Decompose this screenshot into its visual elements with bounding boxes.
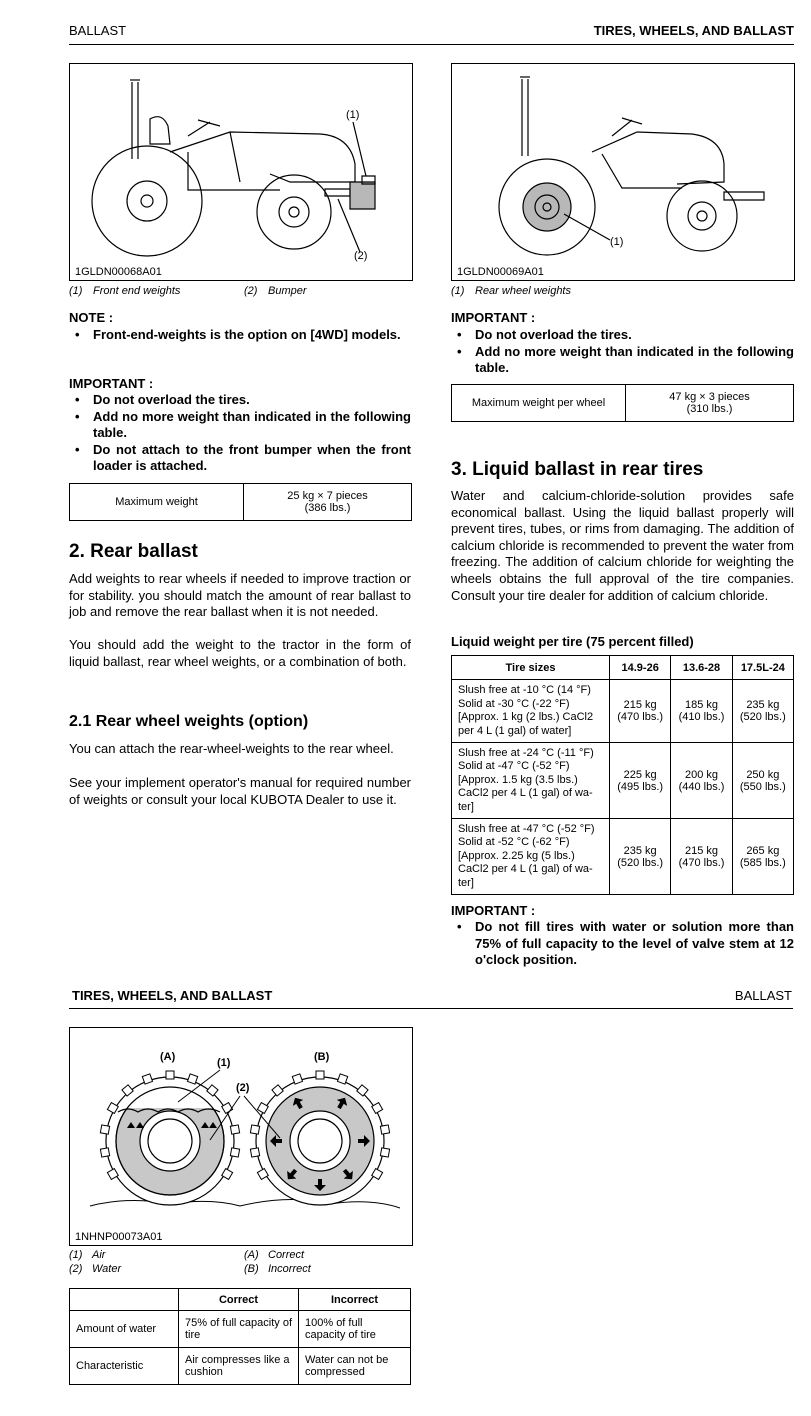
- col-header: Incorrect: [299, 1289, 411, 1311]
- note-item: • Front-end-weights is the option on [4WD] models.: [69, 327, 411, 344]
- max-per-wheel-value: [626, 385, 794, 422]
- table-row: [70, 1348, 411, 1385]
- value-cell: [732, 680, 793, 743]
- important-label: IMPORTANT :: [451, 310, 536, 325]
- table-row: [452, 743, 794, 819]
- table-row: [452, 680, 794, 743]
- max-weight-label: Maximum weight: [70, 484, 244, 521]
- cond-line: CaCl2 per 4 L (1 gal) of wa-: [458, 787, 593, 800]
- value-kg: 250 kg: [746, 768, 780, 781]
- liquid-weight-table: [451, 655, 794, 895]
- cond-line: Solid at -52 °C (-62 °F): [458, 836, 570, 849]
- tire-fill-illustration: [70, 1028, 412, 1245]
- important-liquid-list: [451, 919, 794, 969]
- value-lbs: (470 lbs.): [678, 856, 725, 869]
- header-rule: [69, 44, 794, 45]
- cond-line: Slush free at -24 °C (-11 °F): [458, 746, 594, 759]
- condition-cell: [452, 743, 610, 819]
- value-lbs: (520 lbs.): [739, 711, 786, 723]
- cell: 100% of full capacity of tire: [299, 1311, 411, 1348]
- value-kg: 225 kg: [623, 768, 657, 781]
- value-cell: [610, 819, 671, 895]
- rear-wheel-weights-para-2: See your implement operator's manual for required number of weights or consult your local KUBOTA Dealer to use it.: [69, 775, 411, 807]
- caption-rear-1-text: Rear wheel weights: [475, 285, 571, 297]
- label-b: (B): [314, 1051, 330, 1063]
- important-item: • Add no more weight than indicated in the following table.: [69, 409, 411, 442]
- tire-a: [106, 1077, 234, 1205]
- max-per-wheel-label: Maximum weight per wheel: [452, 385, 626, 422]
- cond-line: [Approx. 2.25 kg (5 lbs.): [458, 849, 575, 862]
- condition-cell: [452, 819, 610, 895]
- liquid-table-title: Liquid weight per tire (75 percent filled): [451, 634, 694, 649]
- caption-tire-1-text: Air: [92, 1249, 106, 1261]
- table-row: [70, 1311, 411, 1348]
- row-label: Characteristic: [70, 1348, 179, 1385]
- value-lbs: (520 lbs.): [617, 856, 664, 869]
- cond-line: [Approx. 1.5 kg (3.5 lbs.): [458, 773, 578, 786]
- value-lbs: (495 lbs.): [617, 780, 664, 793]
- cell: 75% of full capacity of tire: [179, 1311, 299, 1348]
- value-cell: [671, 819, 732, 895]
- figure-id: 1GLDN00068A01: [75, 266, 162, 278]
- caption-tire-a-num: (A): [244, 1249, 259, 1261]
- important-item: • Do not overload the tires.: [451, 327, 794, 344]
- caption-front-1-num: (1): [69, 285, 83, 297]
- caption-tire-2-num: (2): [69, 1263, 83, 1275]
- value-kg: 235 kg: [623, 844, 657, 857]
- value-cell: [732, 743, 793, 819]
- important-rear-list: [451, 327, 794, 377]
- cond-line: Slush free at -47 °C (-52 °F): [458, 822, 595, 835]
- cell: Air compresses like a cushion: [179, 1348, 299, 1385]
- caption-tire-b-num: (B): [244, 1263, 259, 1275]
- max-weight-table: [69, 483, 412, 521]
- tractor-front-weights-illustration: [70, 64, 412, 280]
- rear-ballast-para-1: Add weights to rear wheels if needed to improve traction or for stability. you should match the amount of rear ballast to job and remove the rear ballast when it is not needed.: [69, 571, 411, 620]
- cond-line: Solid at -47 °C (-52 °F): [458, 760, 570, 773]
- max-weight-value-2: (386 lbs.): [304, 502, 351, 514]
- header-left: BALLAST: [69, 23, 127, 38]
- figure-id: 1GLDN00069A01: [457, 266, 544, 278]
- callout-1: (1): [346, 109, 360, 121]
- value-lbs: (440 lbs.): [678, 780, 725, 793]
- figure-id: 1NHNP00073A01: [75, 1231, 163, 1243]
- cell: Water can not be compressed: [299, 1348, 411, 1385]
- condition-cell: [452, 680, 610, 743]
- callout-1: (1): [610, 236, 624, 248]
- rear-ballast-para-2: You should add the weight to the tractor in the form of liquid ballast, rear wheel weights, or a combination of both.: [69, 637, 411, 669]
- cond-line: CaCl2 per 4 L (1 gal) of wa-: [458, 863, 593, 876]
- value-lbs: (410 lbs.): [678, 711, 725, 723]
- value-lbs: (470 lbs.): [617, 711, 664, 723]
- important-label: IMPORTANT :: [69, 376, 154, 391]
- col-header: Tire sizes: [452, 656, 610, 680]
- col-header: [70, 1289, 179, 1311]
- caption-tire-1-num: (1): [69, 1249, 83, 1261]
- water-comparison-table: [69, 1288, 411, 1385]
- cond-line: Solid at -30 °C (-22 °F): [458, 697, 570, 710]
- figure-rear-weights: [451, 63, 795, 281]
- cond-line: Slush free at -10 °C (14 °F): [458, 684, 591, 696]
- liquid-ballast-para: Water and calcium-chloride-solution provides safe economical ballast. Using the liquid ballast properly will prevent tires, tubes, or rims from damaging. The addition of calcium chloride is recommended to prevent the water from freezing. The addition of calcium chloride for weighting the wheels obtains the full approval of the tire companies. Consult your tire dealer for addition of calcium chloride.: [451, 488, 794, 603]
- value-kg: 185 kg: [684, 699, 718, 711]
- value-kg: 215 kg: [623, 699, 657, 711]
- important-item: • Do not fill tires with water or solution more than 75% of full capacity to the level of valve stem at 12 o'clock position.: [451, 919, 794, 969]
- label-a: (A): [160, 1051, 176, 1063]
- figure-front-weights: [69, 63, 413, 281]
- max-weight-value-1: 25 kg × 7 pieces: [287, 490, 368, 502]
- caption-tire-b-text: Incorrect: [268, 1263, 311, 1275]
- value-cell: [671, 680, 732, 743]
- important-item: • Do not overload the tires.: [69, 392, 411, 409]
- value-kg: 235 kg: [746, 699, 780, 711]
- caption-front-1-text: Front end weights: [93, 285, 181, 297]
- caption-front-2-num: (2): [244, 285, 258, 297]
- caption-front-2-text: Bumper: [268, 285, 307, 297]
- caption-tire-a-text: Correct: [268, 1249, 305, 1261]
- col-header: Correct: [179, 1289, 299, 1311]
- value-cell: [732, 819, 793, 895]
- max-per-wheel-value-1: 47 kg × 3 pieces: [669, 391, 750, 403]
- header-rule: [69, 1008, 793, 1009]
- cond-line: [Approx. 1 kg (2 lbs.) CaCl2: [458, 711, 594, 723]
- caption-tire-2-text: Water: [92, 1263, 122, 1275]
- row-label: Amount of water: [70, 1311, 179, 1348]
- caption-rear-1-num: (1): [451, 285, 465, 297]
- important-front-list: [69, 392, 411, 475]
- important-label: IMPORTANT :: [451, 903, 536, 918]
- value-kg: 215 kg: [684, 844, 718, 857]
- col-header: 17.5L-24: [732, 656, 793, 680]
- cond-line: per 4 L (1 gal) of water]: [458, 724, 572, 737]
- rear-wheel-weights-heading: 2.1 Rear wheel weights (option): [69, 713, 309, 730]
- note-list: [69, 327, 411, 344]
- header-right: BALLAST: [734, 988, 792, 1003]
- cond-line: ter]: [458, 876, 474, 889]
- col-header: 13.6-28: [671, 656, 732, 680]
- value-cell: [610, 743, 671, 819]
- max-per-wheel-value-2: (310 lbs.): [686, 403, 733, 415]
- liquid-ballast-heading: 3. Liquid ballast in rear tires: [451, 459, 704, 480]
- max-weight-value: [244, 484, 412, 521]
- value-cell: [671, 743, 732, 819]
- value-cell: [610, 680, 671, 743]
- cond-line: ter]: [458, 800, 474, 813]
- header-left: TIRES, WHEELS, AND BALLAST: [72, 988, 273, 1003]
- figure-tire-fill: [69, 1027, 413, 1246]
- table-row: [452, 819, 794, 895]
- callout-2: (2): [354, 250, 368, 262]
- rear-wheel-weights-para-1: You can attach the rear-wheel-weights to the rear wheel.: [69, 741, 394, 756]
- value-lbs: (585 lbs.): [739, 856, 786, 869]
- value-kg: 200 kg: [684, 768, 718, 781]
- callout-2: (2): [236, 1082, 250, 1094]
- max-per-wheel-table: [451, 384, 794, 422]
- callout-1: (1): [217, 1057, 231, 1069]
- value-kg: 265 kg: [746, 844, 780, 857]
- value-lbs: (550 lbs.): [739, 780, 786, 793]
- note-label: NOTE :: [69, 310, 114, 325]
- important-item: • Add no more weight than indicated in the following table.: [451, 344, 794, 377]
- header-right: TIRES, WHEELS, AND BALLAST: [593, 23, 794, 38]
- rear-ballast-heading: 2. Rear ballast: [69, 541, 198, 562]
- important-item: • Do not attach to the front bumper when the front loader is attached.: [69, 442, 411, 475]
- col-header: 14.9-26: [610, 656, 671, 680]
